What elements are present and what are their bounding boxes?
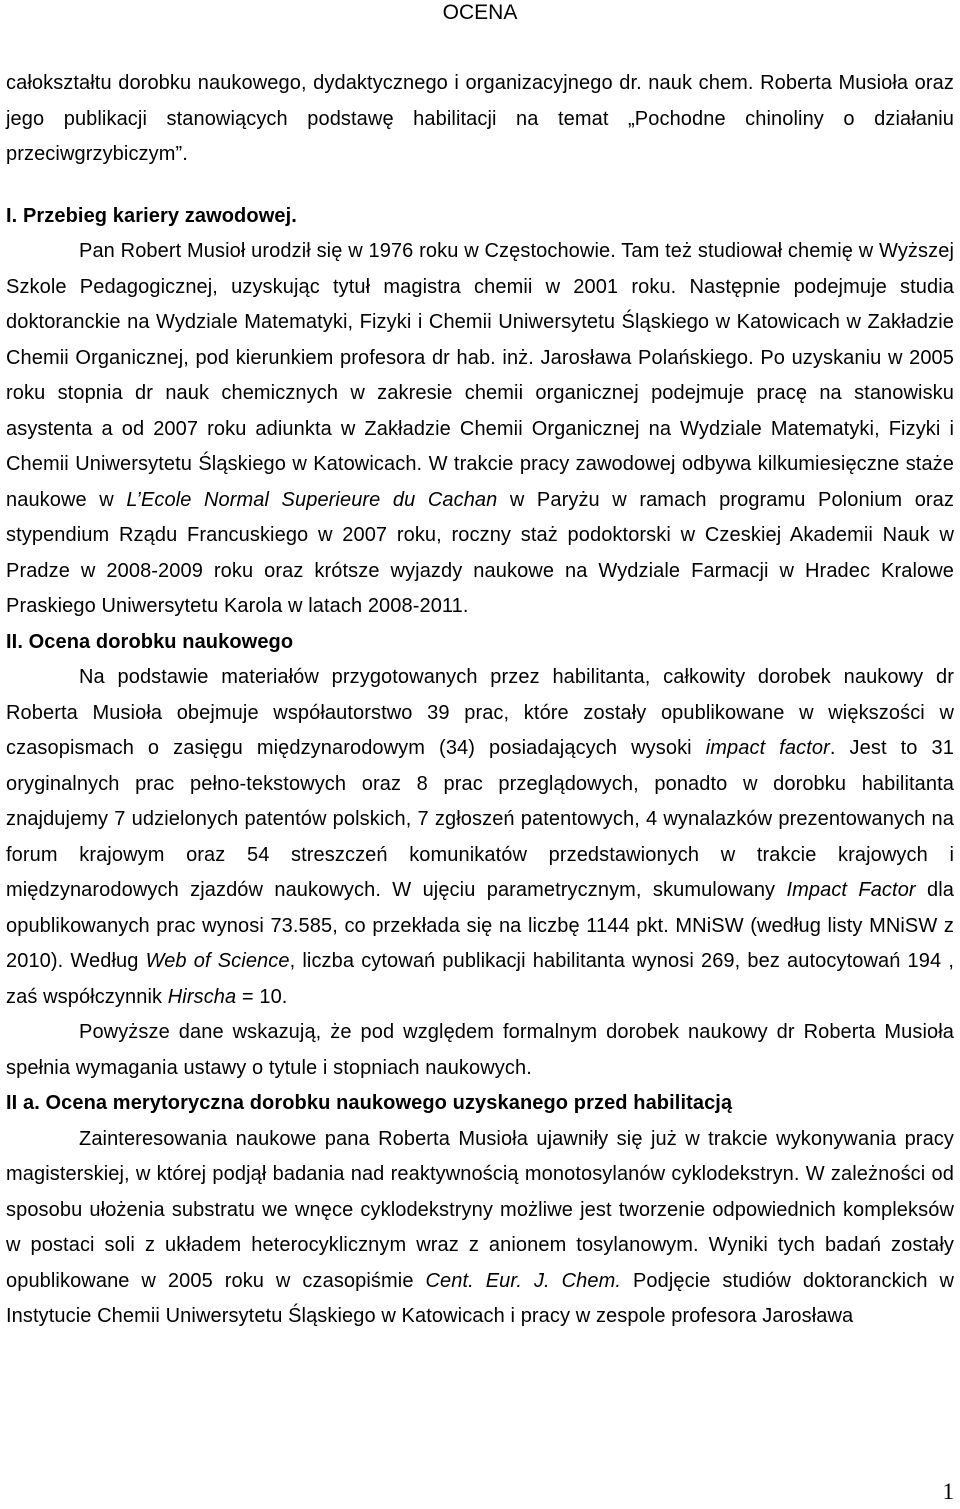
section-2-paragraph-1: Na podstawie materiałów przygotowanych przez habilitanta, całkowity dorobek naukowy dr Roberta Musioła obejmuje współautorstwo 39 prac, które zostały opublikowane w większości w czasopismach o zasięgu międzynarodowym (34) posiadających wysoki impact factor. Jest to 31 oryginalnych prac pełno-tekstowych oraz 8 prac przeglądowych, ponadto w dorobku habilitanta znajdujemy 7 udzielonych patentów polskich, 7 zgłoszeń patentowych, 4 wynalazków prezentowanych na forum krajowym oraz 54 streszczeń komunikatów przedstawionych w trakcie krajowych i międzynarodowych zjazdów naukowych. W ujęciu parametrycznym, skumulowany Impact Factor dla opublikowanych prac wynosi 73.585, co przekłada się na liczbę 1144 pkt. MNiSW (według listy MNiSW z 2010). Według Web of Science, liczba cytowań publikacji habilitanta wynosi 269, bez autocytowań 194 , zaś współczynnik Hirscha = 10. <box>6 666 954 1008</box>
italic-journal-name: Cent. Eur. J. Chem. <box>425 1269 622 1292</box>
italic-web-of-science: Web of Science <box>145 950 290 972</box>
italic-impact-factor-2: Impact Factor <box>786 879 916 901</box>
intro-paragraph: całokształtu dorobku naukowego, dydaktycznego i organizacyjnego dr. nauk chem. Roberta Musioła oraz jego publikacji stanowiących podstawę habilitacji na temat „Pochodne chinoliny o działaniu przeciwgrzybiczym”. <box>6 72 954 165</box>
section-2a-heading: II a. Ocena merytoryczna dorobku naukowego uzyskanego przed habilitacją <box>6 1092 733 1114</box>
section-1-heading: I. Przebieg kariery zawodowej. <box>6 204 297 227</box>
italic-impact-factor: impact factor <box>705 737 830 759</box>
section-1-paragraph-1: Pan Robert Musioł urodził się w 1976 roku w Częstochowie. Tam też studiował chemię w Wyższej Szkole Pedagogicznej, uzyskując tytuł magistra chemii w 2001 roku. Następnie podejmuje studia doktoranckie na Wydziale Matematyki, Fizyki i Chemii Uniwersytetu Śląskiego w Katowicach w Zakładzie Chemii Organicznej, pod kierunkiem profesora dr hab. inż. Jarosława Polańskiego. Po uzyskaniu w 2005 roku stopnia dr nauk chemicznych w zakresie chemii organicznej podejmuje pracę na stanowisku asystenta a od 2007 roku adiunkta w Zakładzie Chemii Organicznej na Wydziale Matematyki, Fizyki i Chemii Uniwersytetu Śląskiego w Katowicach. W trakcie pracy zawodowej odbywa kilkumiesięczne staże naukowe w L’Ecole Normal Superieure du Cachan w Paryżu w ramach programu Polonium oraz stypendium Rządu Francuskiego w 2007 roku, roczny staż podoktorski w Czeskiej Akademii Nauk w Pradze w 2008-2009 roku oraz krótsze wyjazdy naukowe na Wydziale Farmacji w Hradec Kralowe Praskiego Uniwersytetu Karola w latach 2008-2011. <box>6 240 954 617</box>
document-title: OCENA <box>442 1 518 24</box>
section-2-paragraph-2: Powyższe dane wskazują, że pod względem formalnym dorobek naukowy dr Roberta Musioła spełnia wymagania ustawy o tytule i stopniach naukowych. <box>6 1021 954 1079</box>
document-body <box>6 66 954 1335</box>
italic-hirscha: Hirscha <box>167 985 237 1008</box>
section-2a-paragraph-1: Zainteresowania naukowe pana Roberta Musioła ujawniły się już w trakcie wykonywania pracy magisterskiej, w której podjął badania nad reaktywnością monotosylanów cyklodekstryn. W zależności od sposobu ułożenia substratu we wnęce cyklodekstryny możliwe jest tworzenie odpowiednich kompleksów w postaci soli z układem heterocyklicznym wraz z anionem tosylanowym. Wyniki tych badań zostały opublikowane w 2005 roku w czasopiśmie Cent. Eur. J. Chem. Podjęcie studiów doktoranckich w Instytucie Chemii Uniwersytetu Śląskiego w Katowicach i pracy w zespole profesora Jarosława <box>6 1127 954 1327</box>
page-number: 1 <box>942 1479 954 1504</box>
section-2-heading: II. Ocena dorobku naukowego <box>6 630 294 653</box>
italic-institution-name: L’Ecole Normal Superieure du Cachan <box>126 488 498 511</box>
